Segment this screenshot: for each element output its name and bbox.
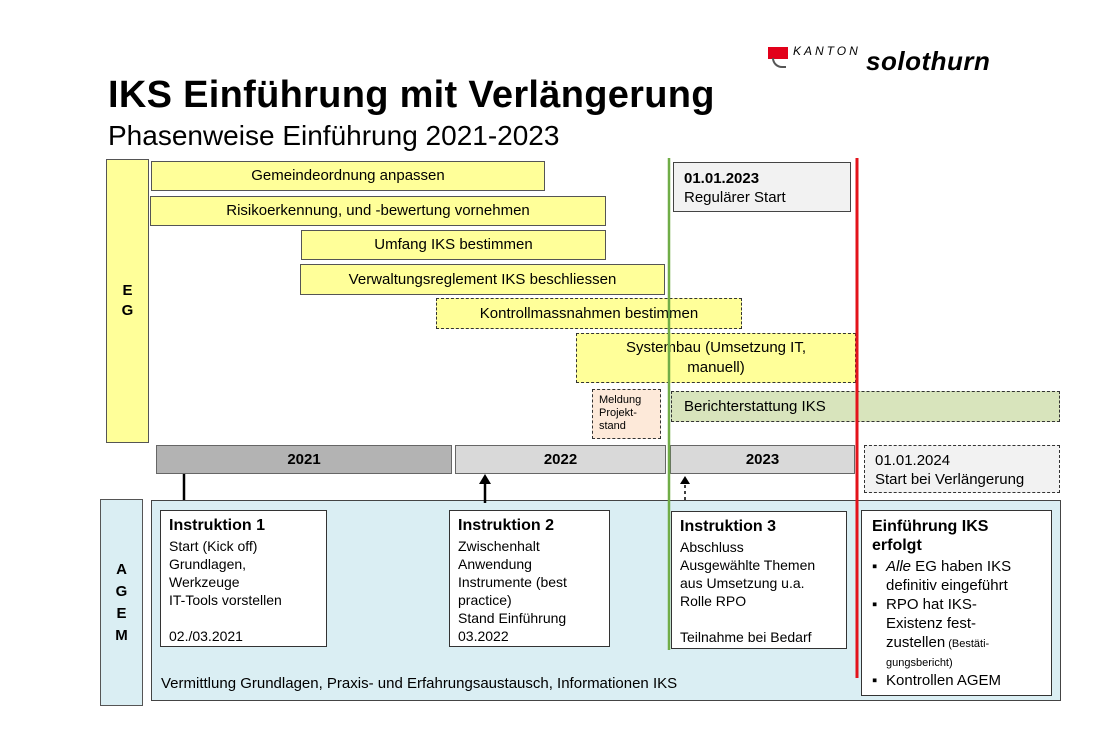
year-2022: 2022 <box>455 445 666 474</box>
bullet-text: RPO hat IKS- <box>886 596 977 613</box>
instruktion-2-box <box>449 510 610 647</box>
bar-verwaltungsreglement: Verwaltungsreglement IKS beschliessen <box>300 264 665 295</box>
bullet-text: zustellen <box>886 634 946 651</box>
instruktion-line: Start (Kick off) <box>169 538 258 554</box>
year-2021: 2021 <box>156 445 452 474</box>
einfuehrung-bullet-2 <box>886 595 1041 671</box>
arrow-up-icon <box>479 474 491 484</box>
bar-berichterstattung: Berichterstattung IKS <box>671 391 1060 422</box>
milestone-extended-date: 01.01.2024 <box>875 452 951 469</box>
einfuehrung-bullet-1 <box>886 557 1041 595</box>
eg-letter: E <box>122 282 133 299</box>
eg-letter: G <box>121 302 134 319</box>
einfuehrung-box <box>861 510 1052 696</box>
instruktion-line: Abschluss <box>680 539 744 555</box>
instruktion-line: Zwischenhalt <box>458 538 540 554</box>
agem-letter: A <box>116 560 127 578</box>
logo-kanton-text: KANTON <box>793 44 861 58</box>
bar-gemeindeordnung: Gemeindeordnung anpassen <box>151 161 545 191</box>
instruktion-1-title: Instruktion 1 <box>169 517 266 534</box>
instruktion-line: Grundlagen, <box>169 556 247 572</box>
instruktion-line: Anwendung <box>458 556 532 572</box>
agem-letter: M <box>115 626 128 644</box>
bar-umfang-iks: Umfang IKS bestimmen <box>301 230 606 260</box>
bullet-emphasis: Alle <box>886 558 912 575</box>
einfuehrung-list <box>872 557 1041 690</box>
bullet-text: EG haben IKS <box>911 558 1012 575</box>
bar-systembau: Systembau (Umsetzung IT, manuell) <box>576 333 856 383</box>
milestone-regular-date: 01.01.2023 <box>684 170 760 187</box>
logo-name-text: solothurn <box>866 46 991 76</box>
einfuehrung-bullet-3: ▪ Kontrollen AGEM <box>886 671 1041 690</box>
instruktion-line: Stand Einführung <box>458 610 567 626</box>
instruktion-2-title: Instruktion 2 <box>458 517 555 534</box>
bar-kontrollmassnahmen: Kontrollmassnahmen bestimmen <box>436 298 742 329</box>
bullet-small-text: gungsbericht) <box>886 657 953 669</box>
instruktion-line <box>169 609 318 627</box>
instruktion-line: 02./03.2021 <box>169 628 243 644</box>
bar-risikoerkennung: Risikoerkennung, und -bewertung vornehmen <box>150 196 606 226</box>
milestone-regular-label: Regulärer Start <box>684 189 786 206</box>
meldung-line: Projekt- <box>599 407 637 419</box>
instruktion-line: 03.2022 <box>458 628 509 644</box>
instruktion-line: IT-Tools vorstellen <box>169 592 282 608</box>
bullet-small-text: (Bestäti- <box>945 638 990 650</box>
instruktion-3-box <box>671 511 847 649</box>
year-2023: 2023 <box>670 445 855 474</box>
agem-footer-text: Vermittlung Grundlagen, Praxis- und Erfahrungsaustausch, Informationen IKS <box>161 675 678 692</box>
page-subtitle: Phasenweise Einführung 2021-2023 <box>108 120 560 151</box>
instruktion-line: Rolle RPO <box>680 593 747 609</box>
bullet-text: Existenz fest- <box>886 615 977 632</box>
einfuehrung-title: Einführung IKS <box>872 518 989 535</box>
agem-letter: E <box>116 604 127 622</box>
agem-letter: G <box>115 582 128 600</box>
instruktion-line <box>680 610 838 628</box>
instruktion-1-box <box>160 510 327 647</box>
bullet-text: definitiv eingeführt <box>886 577 1008 594</box>
instruktion-3-title: Instruktion 3 <box>680 518 777 535</box>
einfuehrung-title: erfolgt <box>872 537 922 554</box>
instruktion-line: aus Umsetzung u.a. <box>680 575 805 591</box>
instruktion-line: Werkzeuge <box>169 574 240 590</box>
instruktion-line: Ausgewählte Themen <box>680 557 816 573</box>
page-title: IKS Einführung mit Verlängerung <box>108 74 715 116</box>
instruktion-line: practice) <box>458 592 512 608</box>
arrow-up-icon <box>680 476 690 484</box>
milestone-extended-label: Start bei Verlängerung <box>875 471 1025 488</box>
meldung-line: Meldung <box>599 394 642 406</box>
meldung-line: stand <box>599 420 626 432</box>
instruktion-line: Instrumente (best <box>458 574 567 590</box>
instruktion-line: Teilnahme bei Bedarf <box>680 629 812 645</box>
